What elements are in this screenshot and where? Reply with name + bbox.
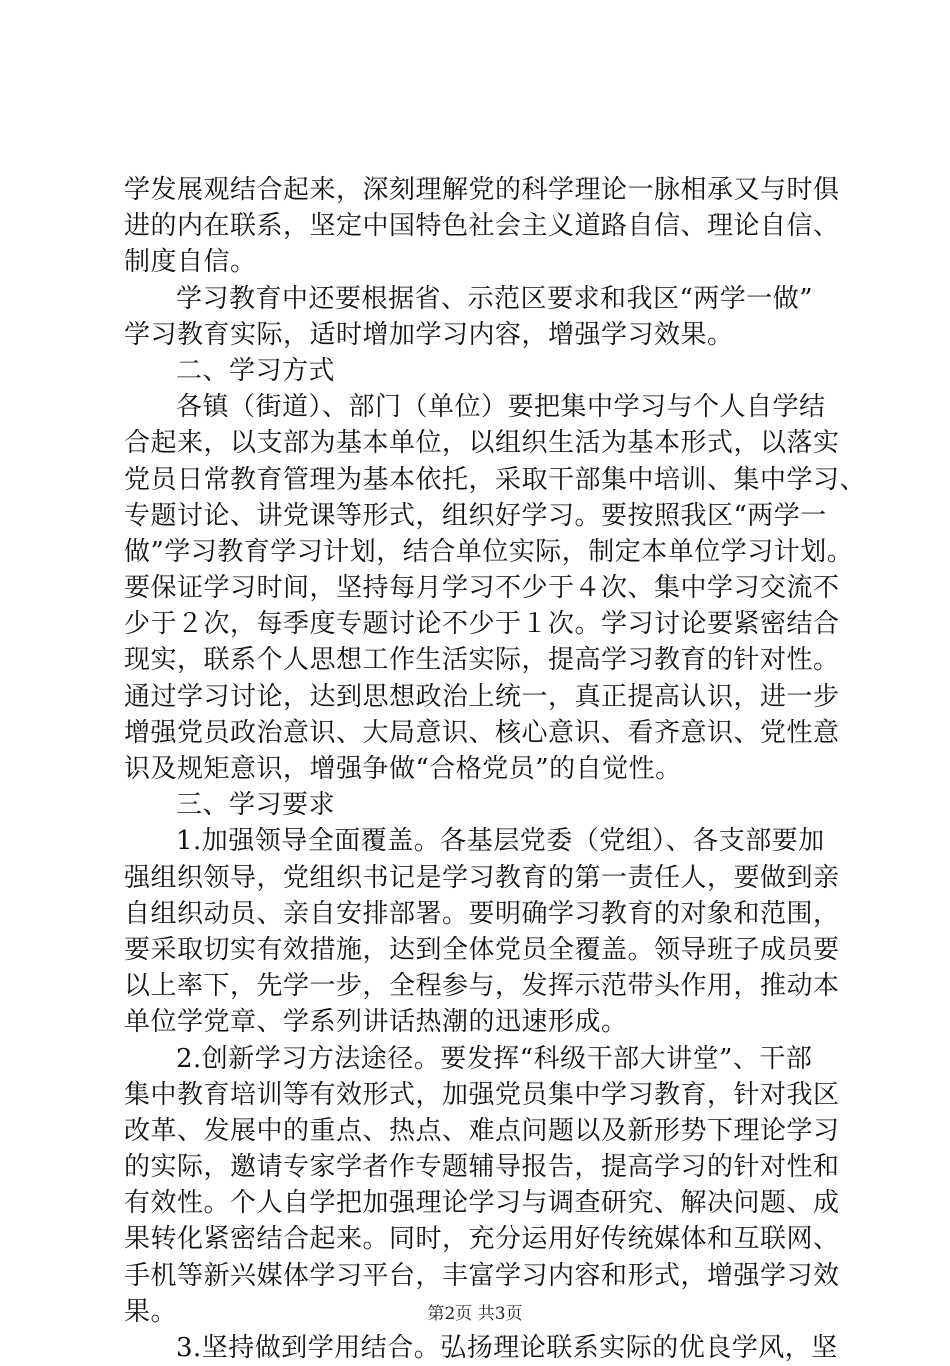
section-heading-study-requirements: 三、学习要求	[176, 790, 336, 821]
text-line: 党员日常教育管理为基本依托，采取干部集中培训、集中学习、	[124, 464, 867, 495]
text-line: 制度自信。	[124, 247, 257, 278]
text-line: 进的内在联系，坚定中国特色社会主义道路自信、理论自信、	[124, 211, 840, 242]
text-line: 自组织动员、亲自安排部署。要明确学习教育的对象和范围，	[124, 898, 840, 929]
text-line: 学发展观结合起来，深刻理解党的科学理论一脉相承又与时俱	[124, 175, 840, 205]
section-heading-study-method: 二、学习方式	[176, 355, 336, 386]
text-line: 手机等新兴媒体学习平台，丰富学习内容和形式，增强学习效	[124, 1260, 840, 1291]
text-line: 要保证学习时间，坚持每月学习不少于４次、集中学习交流不	[124, 573, 840, 604]
text-line: 合起来，以支部为基本单位，以组织生活为基本形式，以落实	[124, 428, 840, 459]
text-line: 单位学党章、学系列讲话热潮的迅速形成。	[124, 1007, 628, 1038]
text-line: 识及规矩意识，增强争做“合格党员”的自觉性。	[124, 754, 682, 784]
text-line: 通过学习讨论，达到思想政治上统一，真正提高认识，进一步	[124, 681, 840, 712]
paragraph-first-line: 学习教育中还要根据省、示范区要求和我区“两学一做”	[176, 283, 814, 314]
paragraph-first-line: 1.加强领导全面覆盖。各基层党委（党组）、各支部要加	[176, 826, 825, 857]
text-line: 要采取切实有效措施，达到全体党员全覆盖。领导班子成员要	[124, 934, 840, 965]
text-line: 果。	[124, 1296, 178, 1327]
text-line: 现实，联系个人思想工作生活实际，提高学习教育的针对性。	[124, 645, 840, 676]
text-line: 以上率下，先学一步，全程参与，发挥示范带头作用，推动本	[124, 971, 840, 1002]
text-line: 果转化紧密结合起来。同时，充分运用好传统媒体和互联网、	[124, 1224, 840, 1255]
paragraph-first-line: 各镇（街道）、部门（单位）要把集中学习与个人自学结	[176, 392, 826, 423]
text-line: 有效性。个人自学把加强理论学习与调查研究、解决问题、成	[124, 1188, 840, 1219]
text-line: 集中教育培训等有效形式，加强党员集中学习教育，针对我区	[124, 1079, 840, 1110]
paragraph-first-line: 2.创新学习方法途径。要发挥“科级干部大讲堂”、干部	[176, 1043, 813, 1074]
text-line: 改革、发展中的重点、热点、难点问题以及新形势下理论学习	[124, 1115, 840, 1146]
text-line: 少于２次，每季度专题讨论不少于１次。学习讨论要紧密结合	[124, 609, 840, 640]
text-line: 的实际，邀请专家学者作专题辅导报告，提高学习的针对性和	[124, 1152, 840, 1183]
text-line: 增强党员政治意识、大局意识、核心意识、看齐意识、党性意	[124, 717, 840, 748]
document-body	[124, 172, 867, 1366]
text-line: 强组织领导，党组织书记是学习教育的第一责任人，要做到亲	[124, 862, 840, 893]
text-line: 专题讨论、讲党课等形式，组织好学习。要按照我区“两学一	[124, 500, 827, 531]
text-line: 做”学习教育学习计划，结合单位实际，制定本单位学习计划。	[124, 536, 854, 567]
paragraph-first-line: 3.坚持做到学用结合。弘扬理论联系实际的优良学风，坚	[176, 1333, 838, 1363]
text-line: 学习教育实际，适时增加学习内容，增强学习效果。	[124, 319, 734, 350]
page-number-footer: 第2页 共3页	[427, 1304, 523, 1324]
